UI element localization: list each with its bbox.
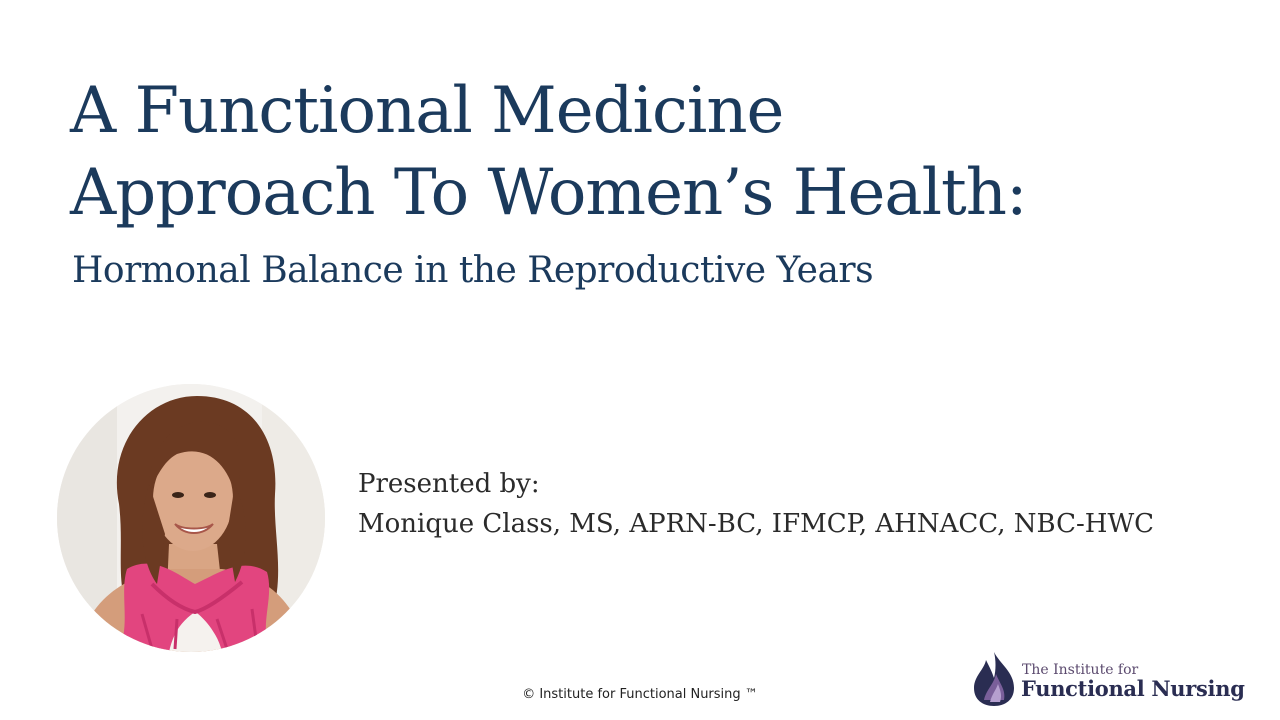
footer-copyright: © Institute for Functional Nursing ™ [522,687,758,702]
logo-line-2: Functional Nursing [1021,676,1245,701]
presenter-name: Monique Class, MS, APRN-BC, IFMCP, AHNACC, NBC-HWC [358,509,1155,539]
institute-logo [970,650,1270,710]
flame-icon [970,650,1018,708]
slide-title-line-1: A Functional Medicine [70,74,784,148]
slide-title [70,70,1170,234]
presented-by-label: Presented by: [358,469,540,499]
presenter-photo [57,384,325,652]
presenter-block [358,464,1154,544]
slide-subtitle: Hormonal Balance in the Reproductive Years [72,250,874,291]
logo-line-1: The Institute for [1022,662,1139,678]
slide-title-line-2: Approach To Women’s Health: [70,156,1027,230]
